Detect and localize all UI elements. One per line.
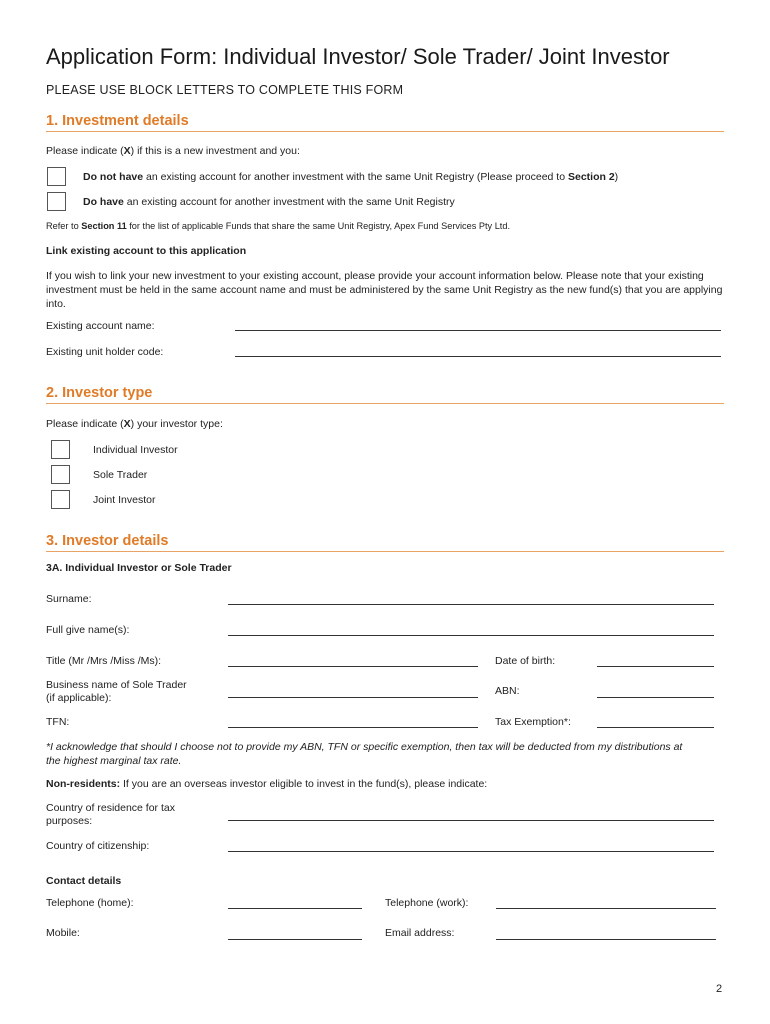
refer-note: Refer to Section 11 for the list of applicable Funds that share the same Unit Registry, Apex Fund Services Pty Ltd.: [46, 221, 511, 231]
no-existing-account-label: Do not have an existing account for another investment with the same Unit Registry (Please proceed to Section 2): [83, 171, 619, 183]
telephone-work-label: Telephone (work):: [385, 897, 469, 909]
country-residence-field[interactable]: [228, 820, 714, 821]
individual-investor-checkbox[interactable]: [51, 440, 70, 459]
mobile-label: Mobile:: [46, 927, 80, 939]
date-of-birth-label: Date of birth:: [495, 655, 556, 667]
no-existing-account-checkbox[interactable]: [47, 167, 66, 186]
tax-exemption-field[interactable]: [597, 727, 714, 728]
surname-label: Surname:: [46, 593, 92, 605]
individual-investor-label: Individual Investor: [93, 444, 178, 456]
section3-divider: [46, 551, 724, 552]
joint-investor-checkbox[interactable]: [51, 490, 70, 509]
telephone-home-label: Telephone (home):: [46, 897, 134, 909]
tax-acknowledgement: *I acknowledge that should I choose not to provide my ABN, TFN or specific exemption, then tax will be deducted from my distributions at the highest marginal tax rate.: [46, 741, 683, 767]
form-title: Application Form: Individual Investor/ Sole Trader/ Joint Investor: [46, 44, 670, 69]
email-field[interactable]: [496, 939, 716, 940]
email-label: Email address:: [385, 927, 455, 939]
abn-label: ABN:: [495, 685, 520, 697]
telephone-home-field[interactable]: [228, 908, 362, 909]
date-of-birth-field[interactable]: [597, 666, 714, 667]
abn-field[interactable]: [597, 697, 714, 698]
existing-holder-code-label: Existing unit holder code:: [46, 346, 164, 358]
sole-trader-label: Sole Trader: [93, 469, 148, 481]
country-citizenship-field[interactable]: [228, 851, 714, 852]
contact-details-heading: Contact details: [46, 875, 122, 887]
title-label: Title (Mr /Mrs /Miss /Ms):: [46, 655, 162, 667]
tfn-label: TFN:: [46, 716, 70, 728]
section3-heading: 3. Investor details: [46, 533, 169, 549]
given-names-label: Full give name(s):: [46, 624, 130, 636]
business-name-label-line1: Business name of Sole Trader: [46, 679, 187, 691]
title-field[interactable]: [228, 666, 478, 667]
tfn-field[interactable]: [228, 727, 478, 728]
country-residence-label-line2: purposes:: [46, 815, 93, 827]
sole-trader-checkbox[interactable]: [51, 465, 70, 484]
form-subtitle: PLEASE USE BLOCK LETTERS TO COMPLETE THIS FORM: [46, 83, 404, 97]
existing-holder-code-field[interactable]: [235, 356, 721, 357]
business-name-label-line2: (if applicable):: [46, 692, 112, 704]
section1-divider: [46, 131, 724, 132]
section3a-heading: 3A. Individual Investor or Sole Trader: [46, 562, 232, 574]
section2-divider: [46, 403, 724, 404]
telephone-work-field[interactable]: [496, 908, 716, 909]
page-number: 2: [716, 983, 723, 995]
existing-account-name-label: Existing account name:: [46, 320, 155, 332]
country-citizenship-label: Country of citizenship:: [46, 840, 150, 852]
given-names-field[interactable]: [228, 635, 714, 636]
country-residence-label-line1: Country of residence for tax: [46, 802, 175, 814]
has-existing-account-label: Do have an existing account for another investment with the same Unit Registry: [83, 196, 455, 208]
non-residents-note: Non-residents: If you are an overseas investor eligible to invest in the fund(s), please indicate:: [46, 778, 488, 790]
surname-field[interactable]: [228, 604, 714, 605]
section2-heading: 2. Investor type: [46, 385, 153, 401]
section1-heading: 1. Investment details: [46, 113, 189, 129]
mobile-field[interactable]: [228, 939, 362, 940]
joint-investor-label: Joint Investor: [93, 494, 156, 506]
section1-intro: Please indicate (X) if this is a new investment and you:: [46, 145, 300, 157]
section2-intro: Please indicate (X) your investor type:: [46, 418, 223, 430]
existing-account-name-field[interactable]: [235, 330, 721, 331]
link-account-paragraph: If you wish to link your new investment to your existing account, please provide your account information below. Please note that your existing investment must be held in the same account name and must be administered by the same Unit Registry as the new fund(s) that you are applying into.: [46, 270, 723, 310]
has-existing-account-checkbox[interactable]: [47, 192, 66, 211]
tax-exemption-label: Tax Exemption*:: [495, 716, 571, 728]
business-name-field[interactable]: [228, 697, 478, 698]
link-account-heading: Link existing account to this application: [46, 245, 247, 257]
